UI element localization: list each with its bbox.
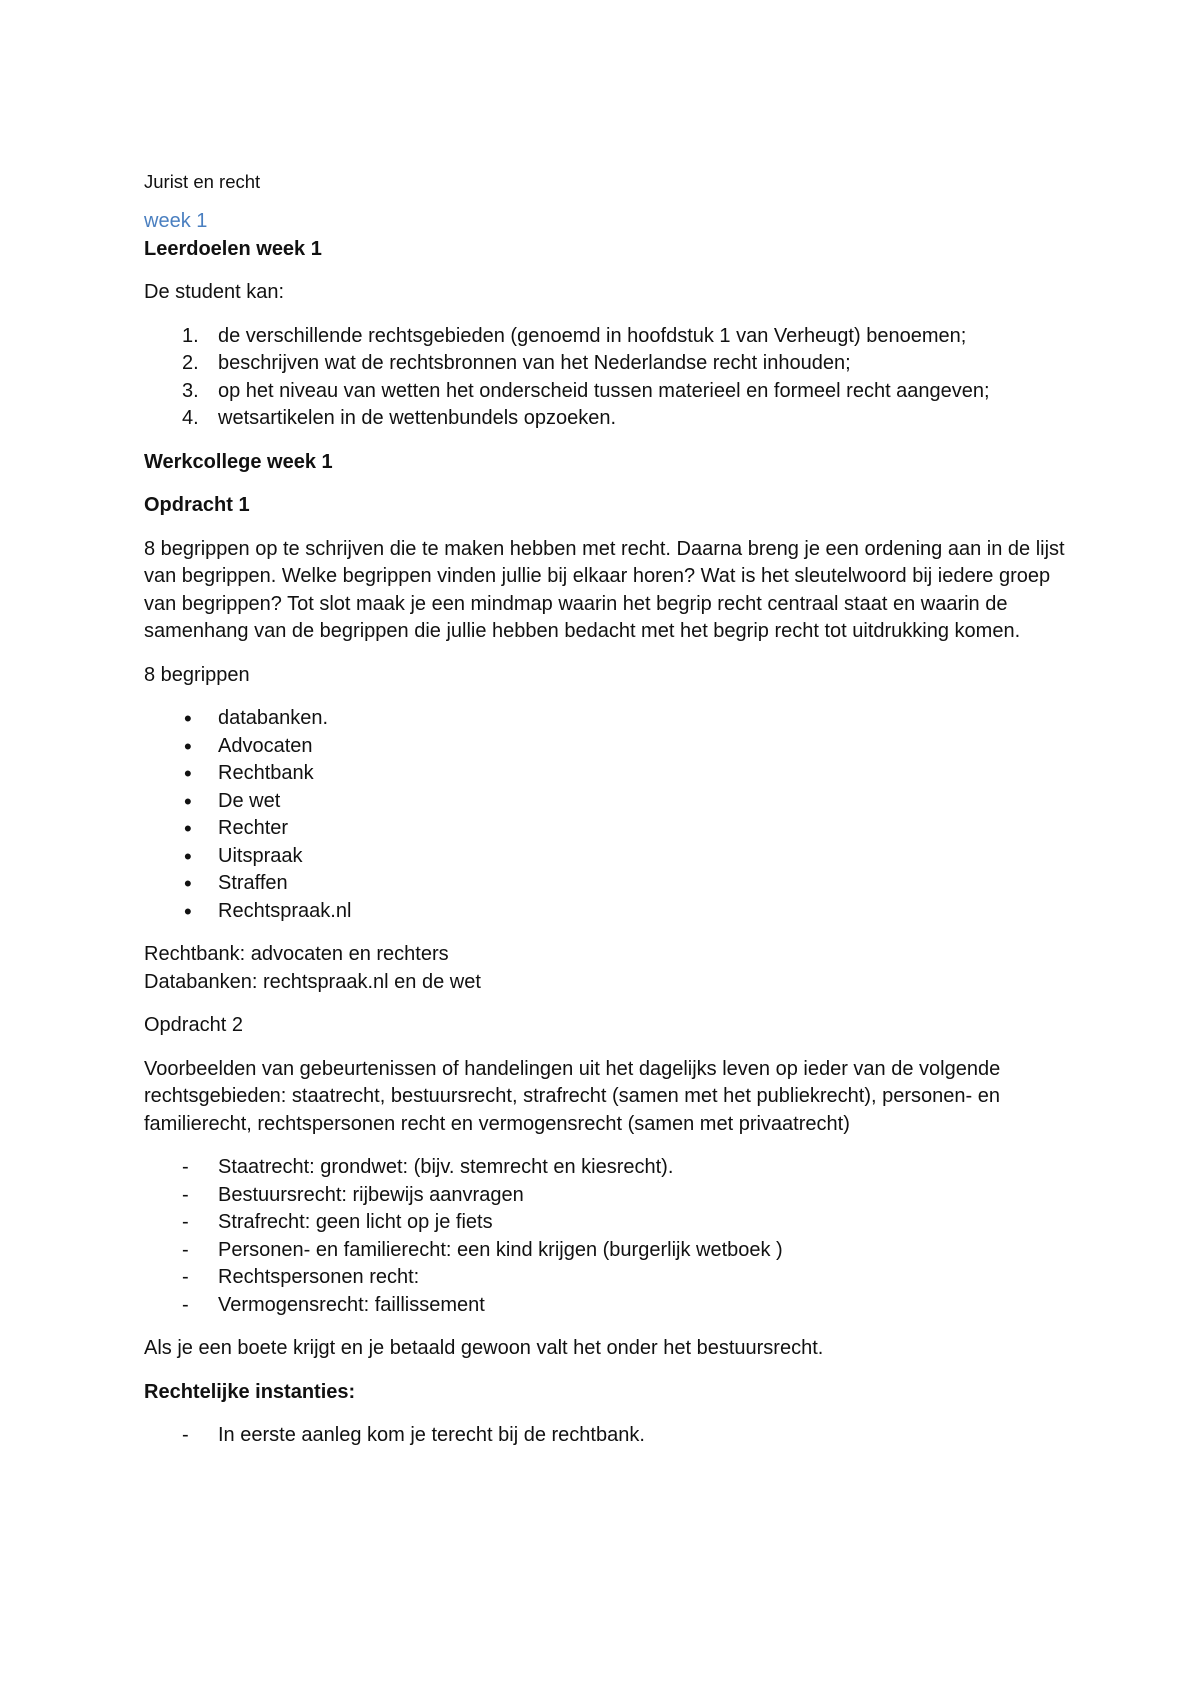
list-item bbox=[144, 1422, 1074, 1450]
goals-list bbox=[144, 323, 1074, 433]
begrip-text: De wet bbox=[218, 789, 281, 812]
begrippen-list bbox=[144, 705, 1074, 925]
bullet-icon: • bbox=[184, 898, 192, 924]
list-item bbox=[144, 870, 1074, 898]
begrip-text: databanken. bbox=[218, 707, 329, 729]
opdracht1-heading: Opdracht 1 bbox=[144, 494, 250, 516]
begrip-text: Rechtbank bbox=[218, 762, 314, 784]
rechtsgebied-text: Personen- en familierecht: een kind krijgen (burgerlijk wetboek ) bbox=[218, 1238, 783, 1261]
list-item bbox=[144, 323, 1074, 351]
rechtsgebied-text: Staatrecht: grondwet: (bijv. stemrecht en kiesrecht). bbox=[218, 1156, 674, 1178]
instanties-list bbox=[144, 1422, 1074, 1450]
instantie-text: In eerste aanleg kom je terecht bij de rechtbank. bbox=[218, 1424, 645, 1446]
week-heading-link[interactable]: week 1 bbox=[144, 210, 208, 232]
list-number: 1. bbox=[182, 324, 199, 347]
goal-text: op het niveau van wetten het onderscheid tussen materieel en formeel recht aangeven; bbox=[218, 379, 990, 402]
list-item bbox=[144, 1182, 1074, 1210]
document-title: Jurist en recht bbox=[144, 171, 261, 192]
list-number: 4. bbox=[182, 407, 199, 429]
bullet-icon: • bbox=[184, 843, 192, 869]
instanties-heading: Rechtelijke instanties: bbox=[144, 1380, 356, 1403]
list-item bbox=[144, 405, 1074, 433]
boete-text: Als je een boete krijgt en je betaald gewoon valt het onder het bestuursrecht. bbox=[144, 1337, 824, 1359]
dash-marker: - bbox=[182, 1183, 189, 1206]
bullet-icon: • bbox=[184, 788, 192, 814]
goal-text: wetsartikelen in de wettenbundels opzoeken. bbox=[218, 407, 617, 429]
list-item bbox=[144, 1237, 1074, 1265]
bullet-icon: • bbox=[184, 871, 192, 896]
begrip-text: Uitspraak bbox=[218, 844, 303, 867]
bullet-icon: • bbox=[184, 706, 192, 731]
list-item bbox=[144, 1209, 1074, 1237]
list-item bbox=[144, 843, 1074, 871]
list-item bbox=[144, 898, 1074, 926]
list-item bbox=[144, 760, 1074, 788]
grouping-line-2: Databanken: rechtspraak.nl en de wet bbox=[144, 970, 481, 993]
opdracht1-text: 8 begrippen op te schrijven die te maken hebben met recht. Daarna breng je een ordening aan in de lijst van begrippen. Welke begrippen vinden jullie bij elkaar horen? Wat is het sleutelwoord bij iedere groep van begrippen? Tot slot maak je een mindmap waarin het begrip recht centraal staat en waarin de samenhang van de begrippen die jullie hebben bedacht met het begrip recht tot uitdrukking komen. bbox=[144, 537, 1065, 642]
goal-text: de verschillende rechtsgebieden (genoemd in hoofdstuk 1 van Verheugt) benoemen; bbox=[218, 324, 967, 347]
list-number: 2. bbox=[182, 352, 199, 374]
list-item bbox=[144, 350, 1074, 378]
rechtsgebied-text: Bestuursrecht: rijbewijs aanvragen bbox=[218, 1183, 524, 1206]
begrip-text: Rechter bbox=[218, 817, 289, 839]
list-item bbox=[144, 1292, 1074, 1320]
dash-marker: - bbox=[182, 1424, 189, 1446]
rechtsgebied-text: Rechtspersonen recht: bbox=[218, 1266, 420, 1288]
dash-marker: - bbox=[182, 1266, 189, 1288]
goal-text: beschrijven wat de rechtsbronnen van het Nederlandse recht inhouden; bbox=[218, 352, 851, 374]
intro-text: De student kan: bbox=[144, 281, 285, 303]
werkcollege-heading: Werkcollege week 1 bbox=[144, 450, 333, 473]
list-item bbox=[144, 705, 1074, 733]
list-item bbox=[144, 815, 1074, 843]
grouping-text bbox=[144, 941, 1074, 996]
bullet-icon: • bbox=[184, 733, 192, 759]
grouping-line-1: Rechtbank: advocaten en rechters bbox=[144, 943, 449, 965]
begrippen-label: 8 begrippen bbox=[144, 663, 250, 686]
dash-marker: - bbox=[182, 1156, 189, 1178]
list-item bbox=[144, 1264, 1074, 1292]
opdracht2-heading: Opdracht 2 bbox=[144, 1014, 243, 1036]
list-item bbox=[144, 378, 1074, 406]
document-page bbox=[144, 168, 1074, 1466]
opdracht2-text: Voorbeelden van gebeurtenissen of handelingen uit het dagelijks leven op ieder van de volgende rechtsgebieden: staatrecht, bestuursrecht, strafrecht (samen met het publiekrecht), personen- en familierecht, rechtspersonen recht en vermogensrecht (samen met privaatrecht) bbox=[144, 1057, 1001, 1135]
rechtsgebied-text: Strafrecht: geen licht op je fiets bbox=[218, 1211, 493, 1233]
begrip-text: Straffen bbox=[218, 872, 288, 894]
begrip-text: Rechtspraak.nl bbox=[218, 899, 352, 922]
bullet-icon: • bbox=[184, 761, 192, 786]
dash-marker: - bbox=[182, 1293, 189, 1316]
begrip-text: Advocaten bbox=[218, 734, 313, 757]
rechtsgebied-text: Vermogensrecht: faillissement bbox=[218, 1293, 485, 1316]
list-number: 3. bbox=[182, 379, 199, 402]
rechtsgebieden-list bbox=[144, 1154, 1074, 1319]
dash-marker: - bbox=[182, 1238, 189, 1261]
bullet-icon: • bbox=[184, 816, 192, 841]
list-item bbox=[144, 788, 1074, 816]
leerdoelen-heading: Leerdoelen week 1 bbox=[144, 237, 322, 260]
list-item bbox=[144, 1154, 1074, 1182]
dash-marker: - bbox=[182, 1211, 189, 1233]
list-item bbox=[144, 733, 1074, 761]
